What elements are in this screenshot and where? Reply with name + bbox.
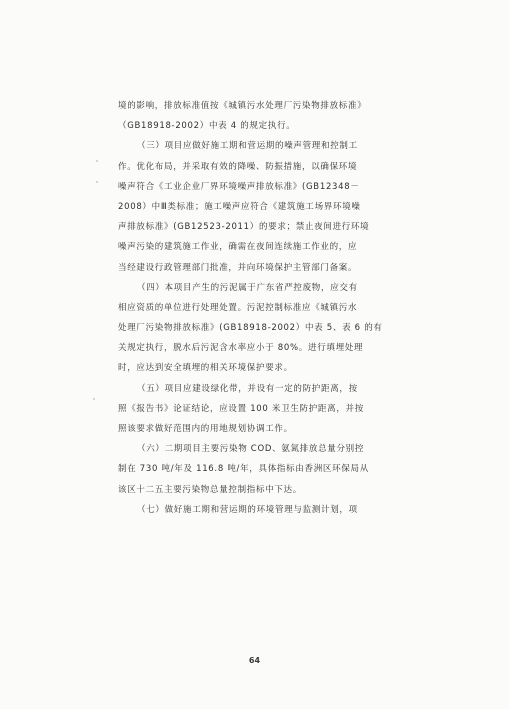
text-line: 处理厂污染物排放标准》(GB18918-2002）中表 5、表 6 的有 <box>118 323 383 334</box>
text-line: 噪声污染的建筑施工作业，确需在夜间连续施工作业的，应 <box>118 242 358 253</box>
scan-speck <box>96 160 98 162</box>
text-line: 作。优化布局，并采取有效的降噪、防振措施，以确保环境 <box>118 161 358 172</box>
page-number: 64 <box>248 656 261 665</box>
text-line: 声排放标准》(GB12523-2011）的要求；禁止夜间进行环境 <box>118 222 370 233</box>
text-line: 相应资质的单位进行处理处置。污泥控制标准应《城镇污水 <box>118 302 358 313</box>
text-line: 2008）中Ⅲ类标准；施工噪声应符合《建筑施工场界环境噪 <box>118 201 361 212</box>
paragraph-start-line: （六）二期项目主要污染物 COD、氨氮排放总量分别控 <box>137 444 365 455</box>
paragraph-start-line: （七）做好施工期和营运期的环境管理与监测计划，项 <box>137 504 358 515</box>
text-line: 当经建设行政管理部门批准，并向环境保护主管部门备案。 <box>118 262 358 273</box>
text-line: 境的影响，排放标准值按《城镇污水处理厂污染物排放标准》 <box>118 101 367 111</box>
text-line: 照《报告书》论证结论，应设置 100 米卫生防护距离，并按 <box>118 403 364 414</box>
text-line: 制在 730 吨/年及 116.8 吨/年，具体指标由香洲区环保局从 <box>118 464 369 475</box>
document-body <box>118 96 394 520</box>
text-line: 该区十二五主要污染物总量控制指标中下达。 <box>118 484 303 495</box>
paragraph-start-line: （三）项目应做好施工期和营运期的噪声管理和控制工 <box>137 141 358 152</box>
text-line: 照该要求做好范围内的用地规划协调工作。 <box>118 424 293 434</box>
text-line: 噪声符合《工业企业厂界环境噪声排放标准》(GB12348－ <box>118 181 360 192</box>
scan-speck <box>93 398 95 400</box>
text-line: 关规定执行，脱水后污泥含水率应小于 80%。进行填埋处理 <box>118 343 364 354</box>
scan-speck <box>96 181 98 183</box>
paragraph-start-line: （四）本项目产生的污泥属于广东省严控废物，应交有 <box>137 282 358 293</box>
text-line: 时，应达到安全填埋的相关环境保护要求。 <box>118 363 293 374</box>
text-line: （GB18918-2002）中表 4 的规定执行。 <box>118 121 296 132</box>
paragraph-start-line: （五）项目应建设绿化带，并设有一定的防护距离，按 <box>137 383 358 394</box>
